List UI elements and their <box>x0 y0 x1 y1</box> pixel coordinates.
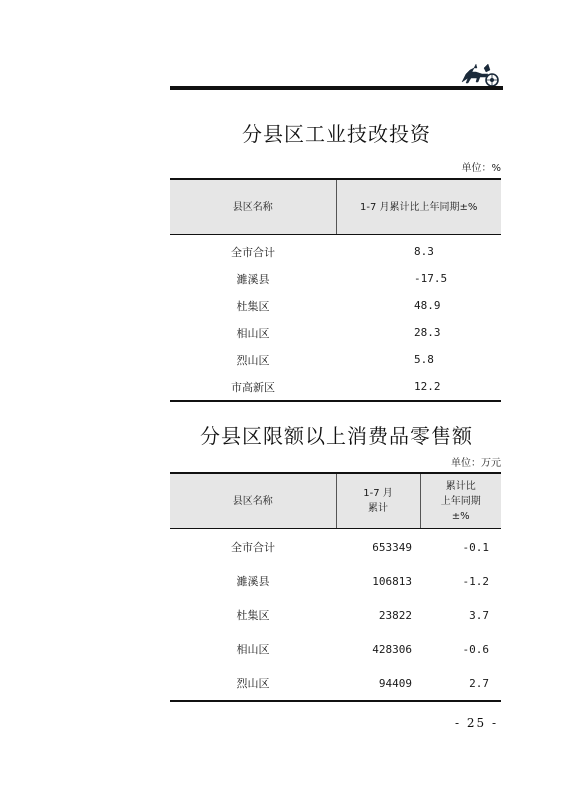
section2-unit: 单位：万元 <box>451 458 501 469</box>
table-row <box>170 235 501 266</box>
section1-unit: 单位：% <box>461 163 501 174</box>
county-name: 濉溪县 <box>236 272 270 286</box>
cumulative-value: 106813 <box>372 574 412 588</box>
column-header-cumulative-line1: 1-7 月 <box>363 488 393 499</box>
column-header-county: 县区名称 <box>170 179 336 235</box>
table-header-row <box>170 473 501 529</box>
yoy-value: 8.3 <box>414 245 434 258</box>
table-row <box>170 564 501 598</box>
county-name: 杜集区 <box>236 299 270 313</box>
column-header-cumulative <box>336 473 420 529</box>
county-name: 杜集区 <box>236 609 270 622</box>
table-header-row <box>170 179 501 235</box>
county-name: 全市合计 <box>231 541 275 554</box>
county-name: 烈山区 <box>236 353 270 367</box>
cumulative-value: 428306 <box>372 642 412 656</box>
yoy-value: 12.2 <box>336 373 501 401</box>
table-row <box>170 265 501 292</box>
county-name: 全市合计 <box>231 245 275 259</box>
yoy-value: -1.2 <box>462 574 489 588</box>
yoy-value: 28.3 <box>414 326 441 339</box>
table-row <box>170 529 501 565</box>
column-header-yoy-line2: 上年同期 <box>440 495 481 507</box>
cumulative-value: 653349 <box>372 540 412 554</box>
yoy-value: -0.1 <box>462 540 489 554</box>
yoy-value: 2.7 <box>420 666 501 701</box>
county-name: 市高新区 <box>170 373 336 401</box>
yoy-value: 5.8 <box>414 353 434 366</box>
horse-chariot-logo-icon <box>458 60 502 88</box>
county-name: 相山区 <box>236 643 270 656</box>
county-name: 相山区 <box>236 326 270 340</box>
column-header-cumulative-line2: 累计 <box>368 503 388 514</box>
cumulative-value: 23822 <box>378 608 412 622</box>
county-name: 烈山区 <box>170 666 336 701</box>
cumulative-value: 94409 <box>336 666 420 701</box>
table-row <box>170 346 501 373</box>
column-header-yoy-line3: ±% <box>451 510 470 522</box>
column-header-county: 县区名称 <box>170 473 336 529</box>
column-header-yoy: 1-7 月累计比上年同期±% <box>336 179 501 235</box>
table-row <box>170 292 501 319</box>
section1-title: 分县区工业技改投资 <box>242 122 431 146</box>
table-row <box>170 373 501 401</box>
table-row <box>170 632 501 666</box>
tech-investment-table <box>170 178 501 402</box>
yoy-value: -0.6 <box>462 642 489 656</box>
column-header-yoy-line1: 累计比 <box>445 480 476 492</box>
column-header-yoy <box>420 473 501 529</box>
retail-sales-table <box>170 472 501 702</box>
yoy-value: 48.9 <box>414 299 441 312</box>
yoy-value: -17.5 <box>414 272 448 285</box>
yoy-value: 3.7 <box>469 608 489 622</box>
county-name: 濉溪县 <box>236 575 270 588</box>
page-number: - 25 - <box>455 716 499 730</box>
section2-title: 分县区限额以上消费品零售额 <box>200 424 473 448</box>
header-rule <box>170 86 503 90</box>
table-row <box>170 598 501 632</box>
table-row <box>170 666 501 701</box>
table-row <box>170 319 501 346</box>
